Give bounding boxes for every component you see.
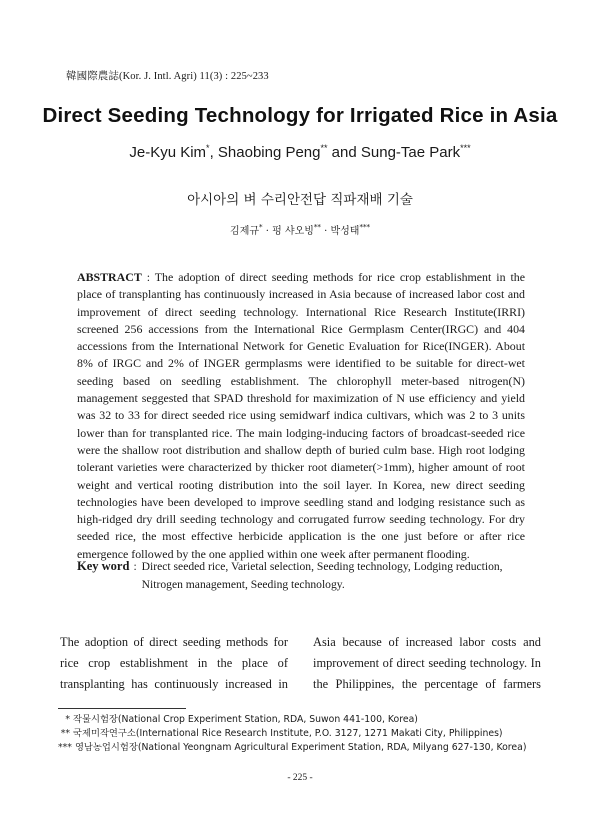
author-separator: · <box>262 226 273 237</box>
author-separator: and <box>327 144 361 161</box>
author-affiliation-mark: *** <box>460 143 471 153</box>
keywords <box>77 558 537 593</box>
body-line: improvement of direct seeding technology. In <box>313 656 541 670</box>
footnote-text: 작물시험장(National Crop Experiment Station, RDA, Suwon 441-100, Korea) <box>73 714 418 725</box>
paper-title: Direct Seeding Technology for Irrigated Rice in Asia <box>42 104 558 127</box>
keywords-label: Key word <box>77 559 130 573</box>
footnote-rule <box>58 708 186 709</box>
korean-author-name: 김제규 <box>230 226 260 237</box>
korean-author-list <box>0 222 600 237</box>
author-affiliation-mark: * <box>259 223 263 232</box>
abstract-separator: : <box>141 270 155 284</box>
footnote-mark: ** <box>60 728 70 739</box>
page-number: - 225 - <box>287 773 313 783</box>
body-line: transplanting has continuously increased in <box>60 677 288 691</box>
author-name: Shaobing Peng <box>217 144 321 161</box>
body-column-right <box>313 632 541 695</box>
author-affiliation-mark: * <box>206 143 210 153</box>
author-name: Sung-Tae Park <box>360 144 461 161</box>
footnote-text: 국제미작연구소(International Rice Research Institute, P.O. 3127, 1271 Makati City, Philippines) <box>73 728 503 739</box>
body-column-left <box>60 632 288 695</box>
author-name: Je-Kyu Kim <box>129 144 207 161</box>
keywords-text: Direct seeded rice, Varietal selection, Seeding technology, Lodging reduction, Nitrogen management, Seeding technology. <box>141 560 503 591</box>
author-list <box>0 143 600 161</box>
author-affiliation-mark: *** <box>359 223 370 232</box>
running-head: 韓國際農誌(Kor. J. Intl. Agri) 11(3) : 225~233 <box>66 71 269 82</box>
footnotes <box>58 713 538 755</box>
body-line: the Philippines, the percentage of farmers <box>313 677 541 691</box>
author-affiliation-mark: ** <box>313 223 321 232</box>
author-separator: · <box>320 226 331 237</box>
footnote <box>58 741 538 755</box>
footnote <box>58 713 538 727</box>
korean-title: 아시아의 벼 수리안전답 직파재배 기술 <box>187 192 413 208</box>
keywords-separator: : <box>133 560 137 573</box>
korean-author-name: 박성태 <box>330 226 360 237</box>
footnote-mark: *** <box>58 742 72 753</box>
footnote-mark: * <box>65 714 70 725</box>
body-line: The adoption of direct seeding methods for <box>60 635 288 649</box>
footnote-text: 영남농업시험장(National Yeongnam Agricultural Experiment Station, RDA, Milyang 627-130, Korea) <box>74 742 527 753</box>
abstract <box>77 269 525 563</box>
author-separator: , <box>209 144 218 161</box>
footnote <box>58 727 538 741</box>
korean-author-name: 펑 샤오빙 <box>272 226 314 237</box>
abstract-label: ABSTRACT <box>77 270 142 284</box>
abstract-text: The adoption of direct seeding methods for rice crop establishment in the place of transplanting has continuously increased in Asia because of increased labor cost and improvement of direct seeding technology. International Rice Research Institute(IRRI) screened 256 accessions from the International Rice Germplasm Center(IRGC) and 404 accessions from the International Network for Genetic Evaluation for Rice(INGER). About 8% of IRGC and 2% of INGER germplasms were identified to be suitable for direct-wet seeding based on seedling establishment. The chlorophyll meter-based nitrogen(N) management seggested that SPAD threshold for maximization of N use efficiency and yield was 32 to 33 for direct seeded rice using semidwarf indica cultivars, which was 2 to 3 units lower than for transplanted rice. The main lodging-inducing factors of broadcast-seeded rice were the shallow root distribution and shallow depth of buried culm base. High root lodging tolerant varieties were characterized by thicker root diameter(>1mm), higher amount of root weight and vertical rooting distribution into the soil layer. In Korea, new direct seeding technologies have been developed to improve seedling stand and lodging resistance such as high-ridged dry drill seeding technology and corrugated furrow seeding technology. For dry seeded rice, the most effective herbicide application is the one just before or after rice emergence followed by the one applied within one week after permanent flooding. <box>77 270 525 561</box>
body-line: rice crop establishment in the place of <box>60 656 288 670</box>
body-line: Asia because of increased labor costs and <box>313 635 541 649</box>
author-affiliation-mark: ** <box>320 143 328 153</box>
